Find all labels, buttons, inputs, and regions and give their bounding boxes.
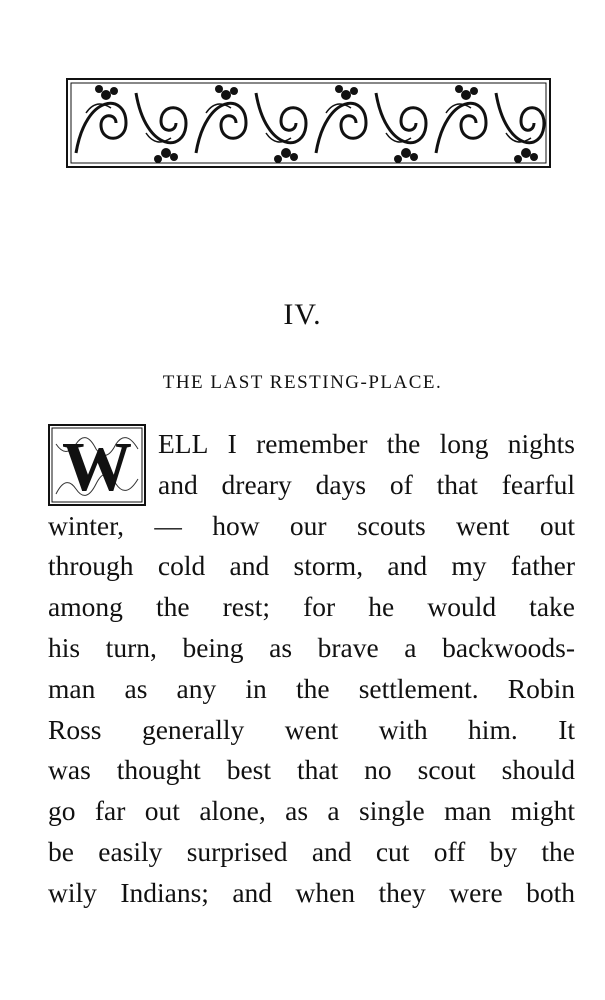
dropcap-continuation: ELL: [158, 428, 209, 459]
text-line-7: man as any in the settlement. Robin: [48, 672, 575, 704]
text-line-3: winter, — how our scouts went out: [48, 509, 575, 541]
text-line-6: his turn, being as brave a backwoods-: [48, 631, 575, 663]
text-line-5: among the rest; for he would take: [48, 591, 575, 623]
chapter-number: IV.: [283, 298, 322, 331]
text-line-1: ELL I remember the long nights: [158, 428, 575, 459]
text-line-4: through cold and storm, and my father: [48, 550, 575, 582]
dropcap-letter: W: [62, 429, 132, 506]
text-line-8: Ross generally went with him. It: [48, 713, 575, 745]
text-line-2: and dreary days of that fearful: [158, 468, 575, 500]
text-line-9: was thought best that no scout should: [48, 754, 575, 786]
chapter-title: THE LAST RESTING-PLACE.: [162, 372, 443, 393]
body-paragraph: [48, 424, 575, 914]
ornamental-header-band: [66, 73, 551, 173]
text-line-12: wily Indians; and when they were both: [48, 876, 575, 908]
text-line-10: go far out alone, as a single man might: [48, 795, 575, 827]
text-line-11: be easily surprised and cut off by the: [48, 835, 575, 867]
